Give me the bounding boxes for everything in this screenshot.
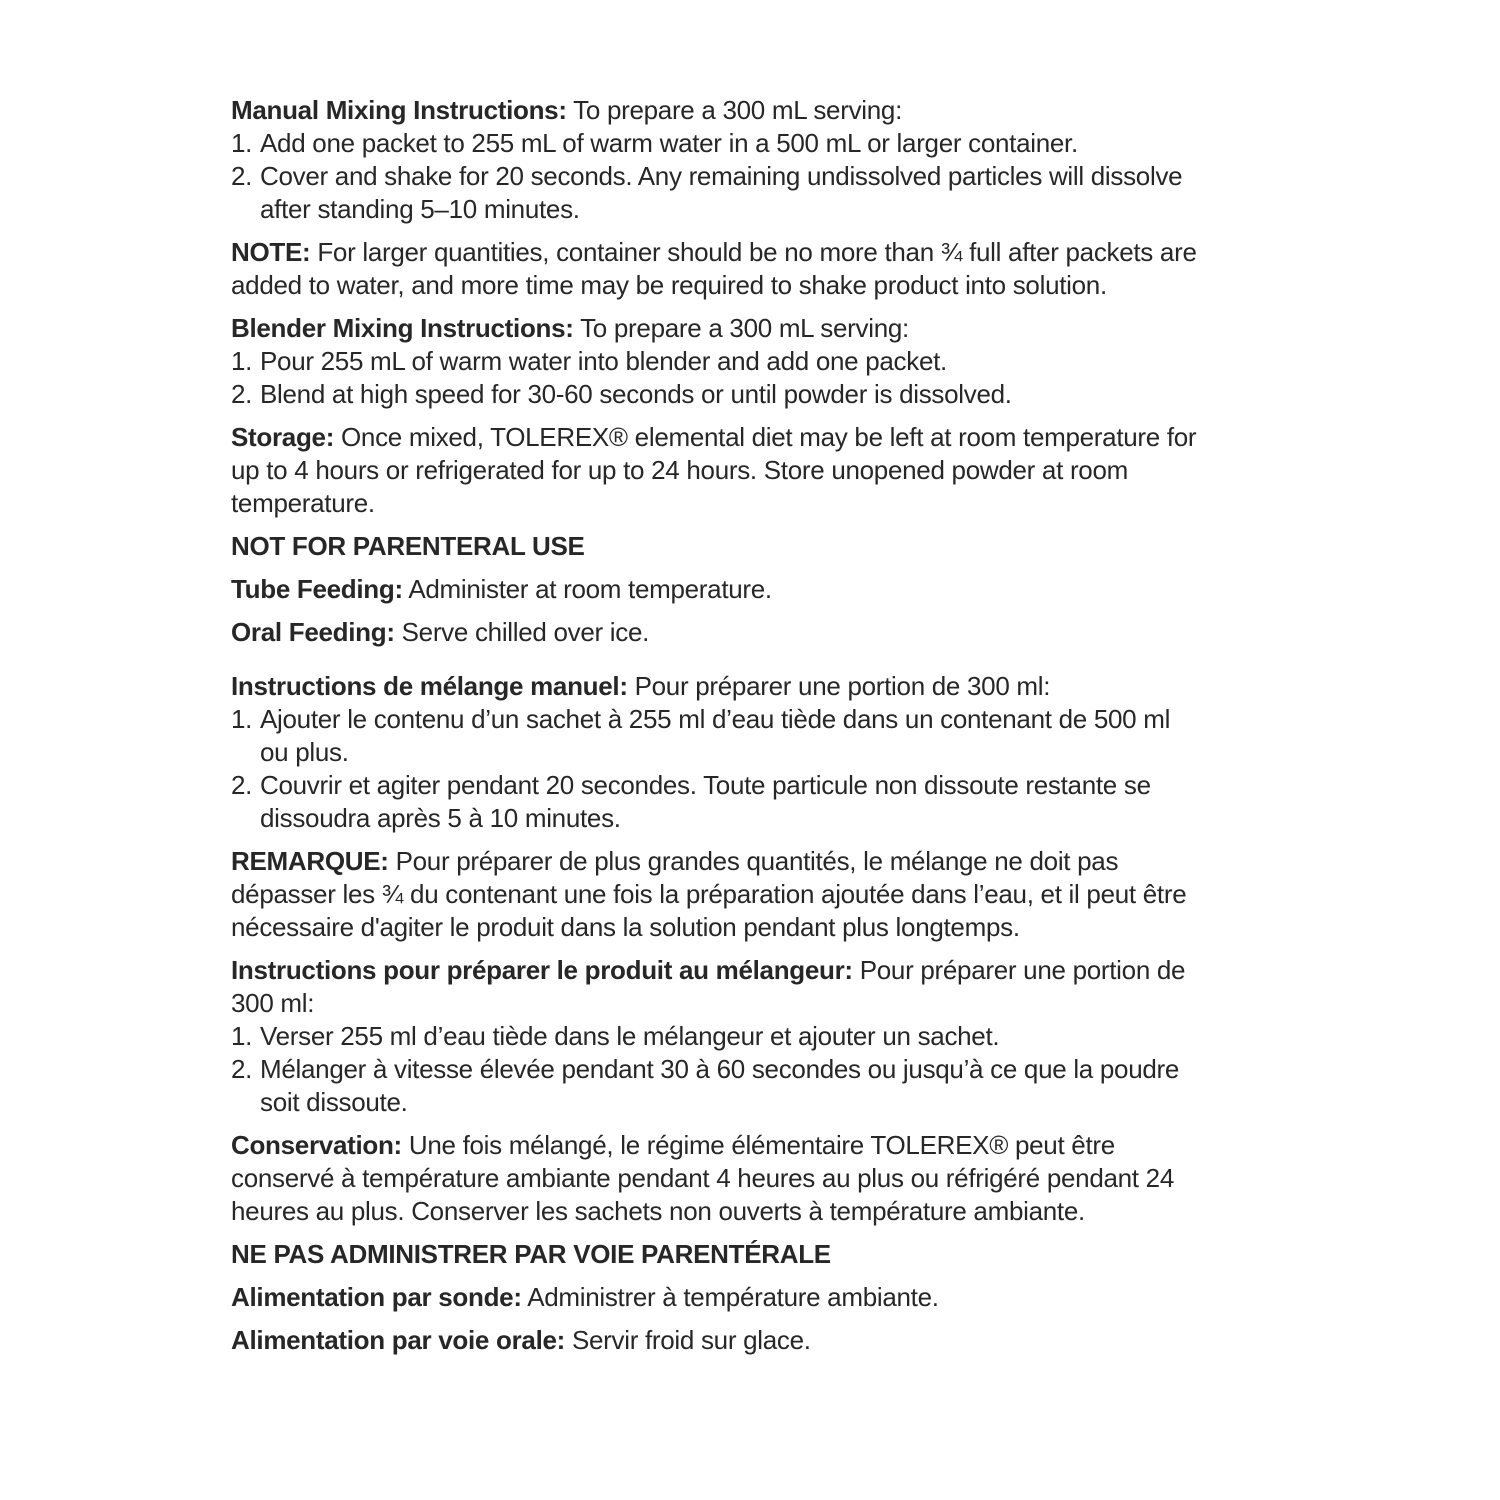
list-item-text: Mélanger à vitesse élevée pendant 30 à 60 secondes ou jusqu’à ce que la poudre soit dissoute. <box>260 1054 1180 1117</box>
parenteral-warning-heading: NOT FOR PARENTERAL USE <box>231 531 585 561</box>
manual-mixing-intro-text: To prepare a 300 mL serving: <box>573 95 902 125</box>
section-note-en <box>231 236 1201 302</box>
list-item <box>231 1053 1201 1119</box>
blender-mixing-intro-text-fr: Pour préparer une portion de 300 ml: <box>231 955 1186 1018</box>
section-tube-feeding-fr <box>231 1281 1201 1314</box>
list-item-text: Verser 255 ml d’eau tiède dans le mélangeur et ajouter un sachet. <box>260 1021 1000 1051</box>
section-remarque-fr <box>231 845 1201 944</box>
section-parenteral-warning-fr <box>231 1238 1201 1271</box>
list-item-number: 2. <box>231 379 253 409</box>
section-parenteral-warning-en <box>231 530 1201 563</box>
section-manual-mixing-en <box>231 94 1201 226</box>
note-paragraph <box>231 236 1201 302</box>
section-oral-feeding-en <box>231 616 1201 649</box>
blender-mixing-intro-line <box>231 312 1201 345</box>
list-item <box>231 160 1201 226</box>
section-conservation-fr <box>231 1129 1201 1228</box>
section-blender-mixing-fr <box>231 954 1201 1119</box>
section-blender-mixing-en <box>231 312 1201 411</box>
remarque-paragraph <box>231 845 1201 944</box>
conservation-text: Une fois mélangé, le régime élémentaire TOLEREX® peut être conservé à température ambiante pendant 4 heures au plus ou réfrigéré pendant 24 heures au plus. Conserver les sachets non ouverts à température ambiante. <box>231 1130 1174 1226</box>
storage-label: Storage: <box>231 422 335 452</box>
blender-mixing-intro-line-fr <box>231 954 1201 1020</box>
section-oral-feeding-fr <box>231 1324 1201 1357</box>
list-item-text: Ajouter le contenu d’un sachet à 255 ml d’eau tiède dans un contenant de 500 ml ou plus. <box>260 704 1171 767</box>
manual-mixing-label-fr: Instructions de mélange manuel: <box>231 671 628 701</box>
section-manual-mixing-fr <box>231 670 1201 835</box>
parenteral-warning-heading-fr: NE PAS ADMINISTRER PAR VOIE PARENTÉRALE <box>231 1239 831 1269</box>
list-item-text: Blend at high speed for 30-60 seconds or until powder is dissolved. <box>260 379 1012 409</box>
oral-feeding-paragraph <box>231 616 1201 649</box>
list-item-text: Cover and shake for 20 seconds. Any remaining undissolved particles will dissolve after standing 5–10 minutes. <box>260 161 1183 224</box>
section-tube-feeding-en <box>231 573 1201 606</box>
list-item-number: 1. <box>231 128 253 158</box>
list-item-text: Pour 255 mL of warm water into blender and add one packet. <box>260 346 947 376</box>
list-item <box>231 378 1201 411</box>
list-item-number: 1. <box>231 346 253 376</box>
manual-mixing-intro-line <box>231 94 1201 127</box>
manual-mixing-label: Manual Mixing Instructions: <box>231 95 567 125</box>
manual-mixing-intro-line-fr <box>231 670 1201 703</box>
remarque-label: REMARQUE: <box>231 846 389 876</box>
blender-mixing-intro-text: To prepare a 300 mL serving: <box>580 313 909 343</box>
tube-feeding-paragraph <box>231 573 1201 606</box>
product-label-instructions <box>231 94 1201 1367</box>
list-item-text: Add one packet to 255 mL of warm water in a 500 mL or larger container. <box>260 128 1078 158</box>
conservation-label: Conservation: <box>231 1130 402 1160</box>
blender-mixing-label: Blender Mixing Instructions: <box>231 313 574 343</box>
list-item <box>231 1020 1201 1053</box>
tube-feeding-text: Administer at room temperature. <box>408 574 772 604</box>
remarque-text: Pour préparer de plus grandes quantités, le mélange ne doit pas dépasser les ¾ du contenant une fois la préparation ajoutée dans l’eau, et il peut être nécessaire d'agiter le produit dans la solution pendant plus longtemps. <box>231 846 1187 942</box>
tube-feeding-paragraph-fr <box>231 1281 1201 1314</box>
list-item-number: 2. <box>231 770 253 800</box>
list-item-number: 1. <box>231 704 253 734</box>
list-item <box>231 703 1201 769</box>
list-item <box>231 127 1201 160</box>
list-item-number: 1. <box>231 1021 253 1051</box>
list-item-number: 2. <box>231 161 253 191</box>
tube-feeding-text-fr: Administrer à température ambiante. <box>527 1282 939 1312</box>
list-item-text: Couvrir et agiter pendant 20 secondes. Toute particule non dissoute restante se dissoudra après 5 à 10 minutes. <box>260 770 1151 833</box>
oral-feeding-label-fr: Alimentation par voie orale: <box>231 1325 566 1355</box>
conservation-paragraph <box>231 1129 1201 1228</box>
storage-text: Once mixed, TOLEREX® elemental diet may be left at room temperature for up to 4 hours or refrigerated for up to 24 hours. Store unopened powder at room temperature. <box>231 422 1197 518</box>
oral-feeding-label: Oral Feeding: <box>231 617 395 647</box>
oral-feeding-text: Serve chilled over ice. <box>401 617 650 647</box>
blender-mixing-label-fr: Instructions pour préparer le produit au mélangeur: <box>231 955 853 985</box>
list-item-number: 2. <box>231 1054 253 1084</box>
oral-feeding-text-fr: Servir froid sur glace. <box>571 1325 811 1355</box>
list-item <box>231 769 1201 835</box>
note-label: NOTE: <box>231 237 311 267</box>
note-text: For larger quantities, container should be no more than ¾ full after packets are added to water, and more time may be required to shake product into solution. <box>231 237 1197 300</box>
oral-feeding-paragraph-fr <box>231 1324 1201 1357</box>
storage-paragraph <box>231 421 1201 520</box>
tube-feeding-label-fr: Alimentation par sonde: <box>231 1282 522 1312</box>
tube-feeding-label: Tube Feeding: <box>231 574 403 604</box>
section-storage-en <box>231 421 1201 520</box>
list-item <box>231 345 1201 378</box>
manual-mixing-intro-text-fr: Pour préparer une portion de 300 ml: <box>634 671 1051 701</box>
